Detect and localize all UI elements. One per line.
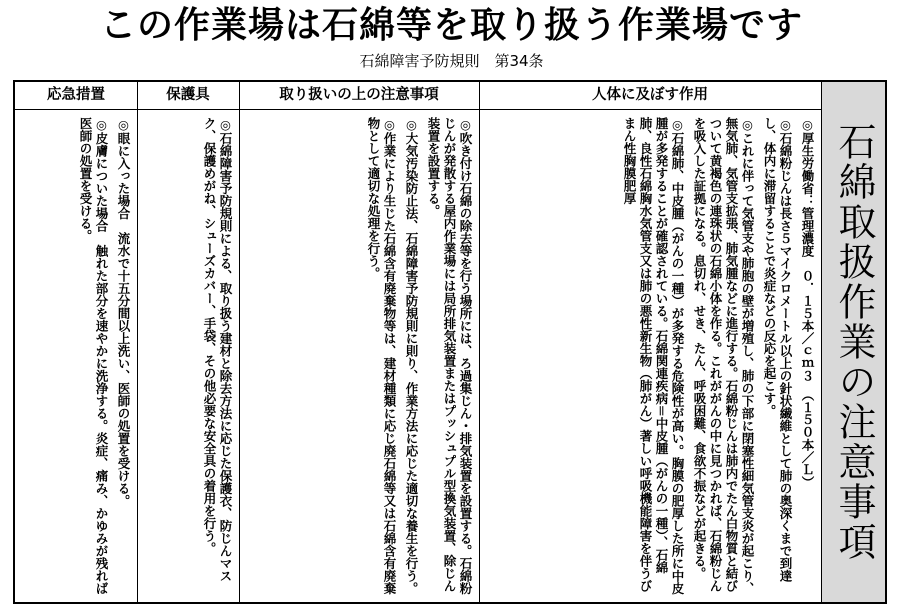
column-body-first-aid [15, 111, 137, 602]
handling-waste-text: ◎作業により生じた石綿含有廃棄物等は、建材種類に応じ廃石綿等又は石綿含有廃棄物として適切な処理を行う。 [366, 117, 397, 595]
first-aid-skin-text: ◎皮膚についた場合 触れた部分を速やかに洗浄する。炎症、痛み、かゆみが残れば医師の処置を受ける。 [78, 117, 109, 595]
column-body-health-effects [479, 111, 821, 602]
column-handling-precautions [239, 82, 479, 602]
column-health-effects [479, 82, 821, 602]
column-header-protective-gear: 保護具 [137, 82, 239, 110]
page-title: この作業場は石綿等を取り扱う作業場です [99, 5, 803, 46]
health-fiber-text: ◎石綿粉じんは長さ５マイクロメートル以上の針状繊維として肺の奥深くまで到達し、体内に滞留することで炎症などの反応を起こす。 [762, 117, 793, 582]
side-label: 石綿取扱作業の注意事項 [832, 122, 876, 562]
health-risk-text: ◎石綿肺、中皮腫（がんの一種）が多発する危険性が高い。胸膜の肥厚した所に中皮腫が多発することが確認されている。石綿関連疾病＝中皮腫（がんの一種）、石綿肺、良性石綿胸水気管支又は肺の悪性新生物（肺がん）著しい呼吸機能障害を伴うびまん性胸膜肥厚 [622, 117, 685, 595]
handling-exhaust-text: ◎吹き付け石綿の除去等を行う場所には、ろ過集じん・排気装置を設置する。石綿粉じんが発散する屋内作業場には局所排気装置またはプッシュプル型換気装置、除じん装置を設置する。 [426, 117, 473, 595]
handling-curing-text: ◎大気汚染防止法、石綿障害予防規則に則り、作業方法に応じた適切な養生を行う。 [404, 117, 419, 595]
column-body-handling-precautions [239, 111, 479, 602]
health-disease-text: ◎これに伴って気管支や肺胞の壁が増殖し、肺の下部に閉塞性細気管支炎が起こり、無気肺、気管支拡張、肺気腫などに進行する。石綿粉じんは肺内でたん白物質と結びついて黄褐色の連珠状の石綿小体を作る。これががんの中に見つかれば、石綿粉じんを吸入した証拠になる。息切れ、せき、たん、呼吸困難、食欲不振などが起きる。 [692, 117, 755, 595]
column-header-health-effects: 人体に及ぼす作用 [479, 82, 821, 110]
protective-gear-text: ◎石綿障害予防規則による、取り扱う建材と除去方法に応じた保護衣、防じんマスク、保護めがね、シューズカバー、手袋、その他必要な安全具の着用を行う。 [202, 117, 233, 582]
regulation-reference: 石綿障害予防規則 第34条 [359, 52, 544, 70]
health-limit-text: ◎厚生労働省：管理濃度 ０．１５本／ｃｍ３ （１５０本／Ｌ） [800, 117, 815, 489]
column-header-handling-precautions: 取り扱いの上の注意事項 [239, 82, 479, 110]
side-panel [821, 82, 885, 602]
first-aid-eye-text: ◎眼に入った場合 流水で十五分間以上洗い、医師の処置を受ける。 [116, 117, 131, 507]
column-header-first-aid: 応急措置 [15, 82, 137, 110]
column-first-aid [15, 82, 137, 602]
column-body-protective-gear [137, 111, 239, 602]
side-label-background [821, 82, 885, 602]
notice-board [13, 80, 887, 604]
column-protective-gear [137, 82, 239, 602]
